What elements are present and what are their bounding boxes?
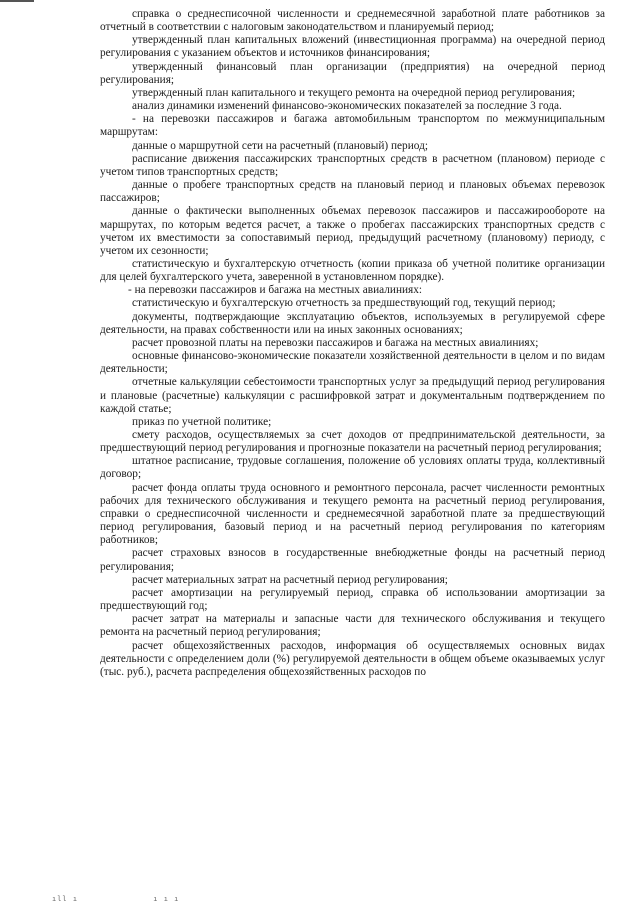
footer-mark: ı ı ı	[153, 895, 180, 903]
paragraph: утвержденный план капитального и текущего ремонта на очередной период регулирования;	[132, 86, 576, 99]
paragraph: расчет страховых взносов в государственные внебюджетные фонды на расчетный период регулирования;	[100, 547, 605, 573]
paragraph: данные о маршрутной сети на расчетный (плановый) период;	[132, 139, 428, 152]
paragraph: данные о пробеге транспортных средств на плановый период и плановых объемах перевозок пассажиров;	[100, 179, 605, 205]
scan-corner-mark	[0, 0, 34, 2]
paragraph: расчет материальных затрат на расчетный период регулирования;	[132, 573, 448, 586]
paragraph: документы, подтверждающие эксплуатацию объектов, используемых в регулируемой сфере деятельности, на правах собственности или на иных законных основаниях;	[100, 310, 605, 336]
paragraph: расчет провозной платы на перевозки пассажиров и багажа на местных авиалиниях;	[132, 336, 539, 349]
paragraph: утвержденный план капитальных вложений (инвестиционная программа) на очередной период регулирования с указанием объектов и источников финансирования;	[100, 34, 605, 60]
paragraph: статистическую и бухгалтерскую отчетность (копии приказа об учетной политике организации для целей бухгалтерского учета, заверенной в установленном порядке).	[100, 257, 605, 284]
paragraph: расчет фонда оплаты труда основного и ремонтного персонала, расчет численности ремонтных рабочих для технического обслуживания и текущего ремонта на расчетный период регулирования, справки о среднесписочной численности и среднемесячной заработной плате за предшествующий период регулирования, базовый период и на расчетный период регулирования по категориям работников;	[100, 481, 605, 547]
paragraph: расчет общехозяйственных расходов, информация об осуществляемых основных видах деятельности с определением доли (%) регулируемой деятельности в общем объеме оказываемых услуг (тыс. руб.), расчета распределения общехозяйственных расходов по	[100, 639, 605, 678]
paragraph: справка о среднесписочной численности и среднемесячной заработной плате работников за отчетный в соответствии с налоговым законодательством и планируемый период;	[100, 8, 605, 34]
paragraph: расчет амортизации на регулируемый период, справка об использовании амортизации за предшествующий год;	[100, 586, 605, 613]
paragraph: приказ по учетной политике;	[132, 415, 272, 428]
paragraph: штатное расписание, трудовые соглашения, положение об условиях оплаты труда, коллективный договор;	[100, 455, 605, 481]
paragraph: анализ динамики изменений финансово-экономических показателей за последние 3 года.	[132, 100, 562, 113]
paragraph: утвержденный финансовый план организации (предприятия) на очередной период регулирования;	[100, 60, 605, 86]
paragraph: расчет затрат на материалы и запасные части для технического обслуживания и текущего ремонта на расчетный период регулирования;	[100, 613, 605, 639]
footer-mark: ıll ı	[52, 895, 79, 903]
paragraph: основные финансово-экономические показатели хозяйственной деятельности в целом и по видам деятельности;	[100, 350, 605, 376]
paragraph: данные о фактически выполненных объемах перевозок пассажиров и пассажирообороте на маршрутах, по которым ведется расчет, а также о пробегах пассажирских транспортных средств с учетом их вместимости за сопоставимый период, предыдущий расчетному (плановому) периоду, с учетом их сезонности;	[100, 205, 605, 257]
paragraph: отчетные калькуляции себестоимости транспортных услуг за предыдущий период регулирования и плановые (расчетные) калькуляции с расшифровкой затрат и документальным подтверждением по каждой статье;	[100, 376, 605, 415]
paragraph: расписание движения пассажирских транспортных средств в расчетном (плановом) периоде с учетом типов транспортных средств;	[100, 152, 605, 178]
scan-footer-marks	[52, 895, 249, 903]
document-body	[100, 8, 605, 679]
paragraph: статистическую и бухгалтерскую отчетность за предшествующий год, текущий период;	[132, 297, 556, 310]
section-heading: - на перевозки пассажиров и багажа на местных авиалиниях:	[128, 284, 423, 297]
section-heading: - на перевозки пассажиров и багажа автомобильным транспортом по межмуниципальным маршрутам:	[100, 113, 605, 139]
paragraph: смету расходов, осуществляемых за счет доходов от предпринимательской деятельности, за предшествующий период регулирования и прогнозные показатели на расчетный период регулирования;	[100, 429, 605, 455]
